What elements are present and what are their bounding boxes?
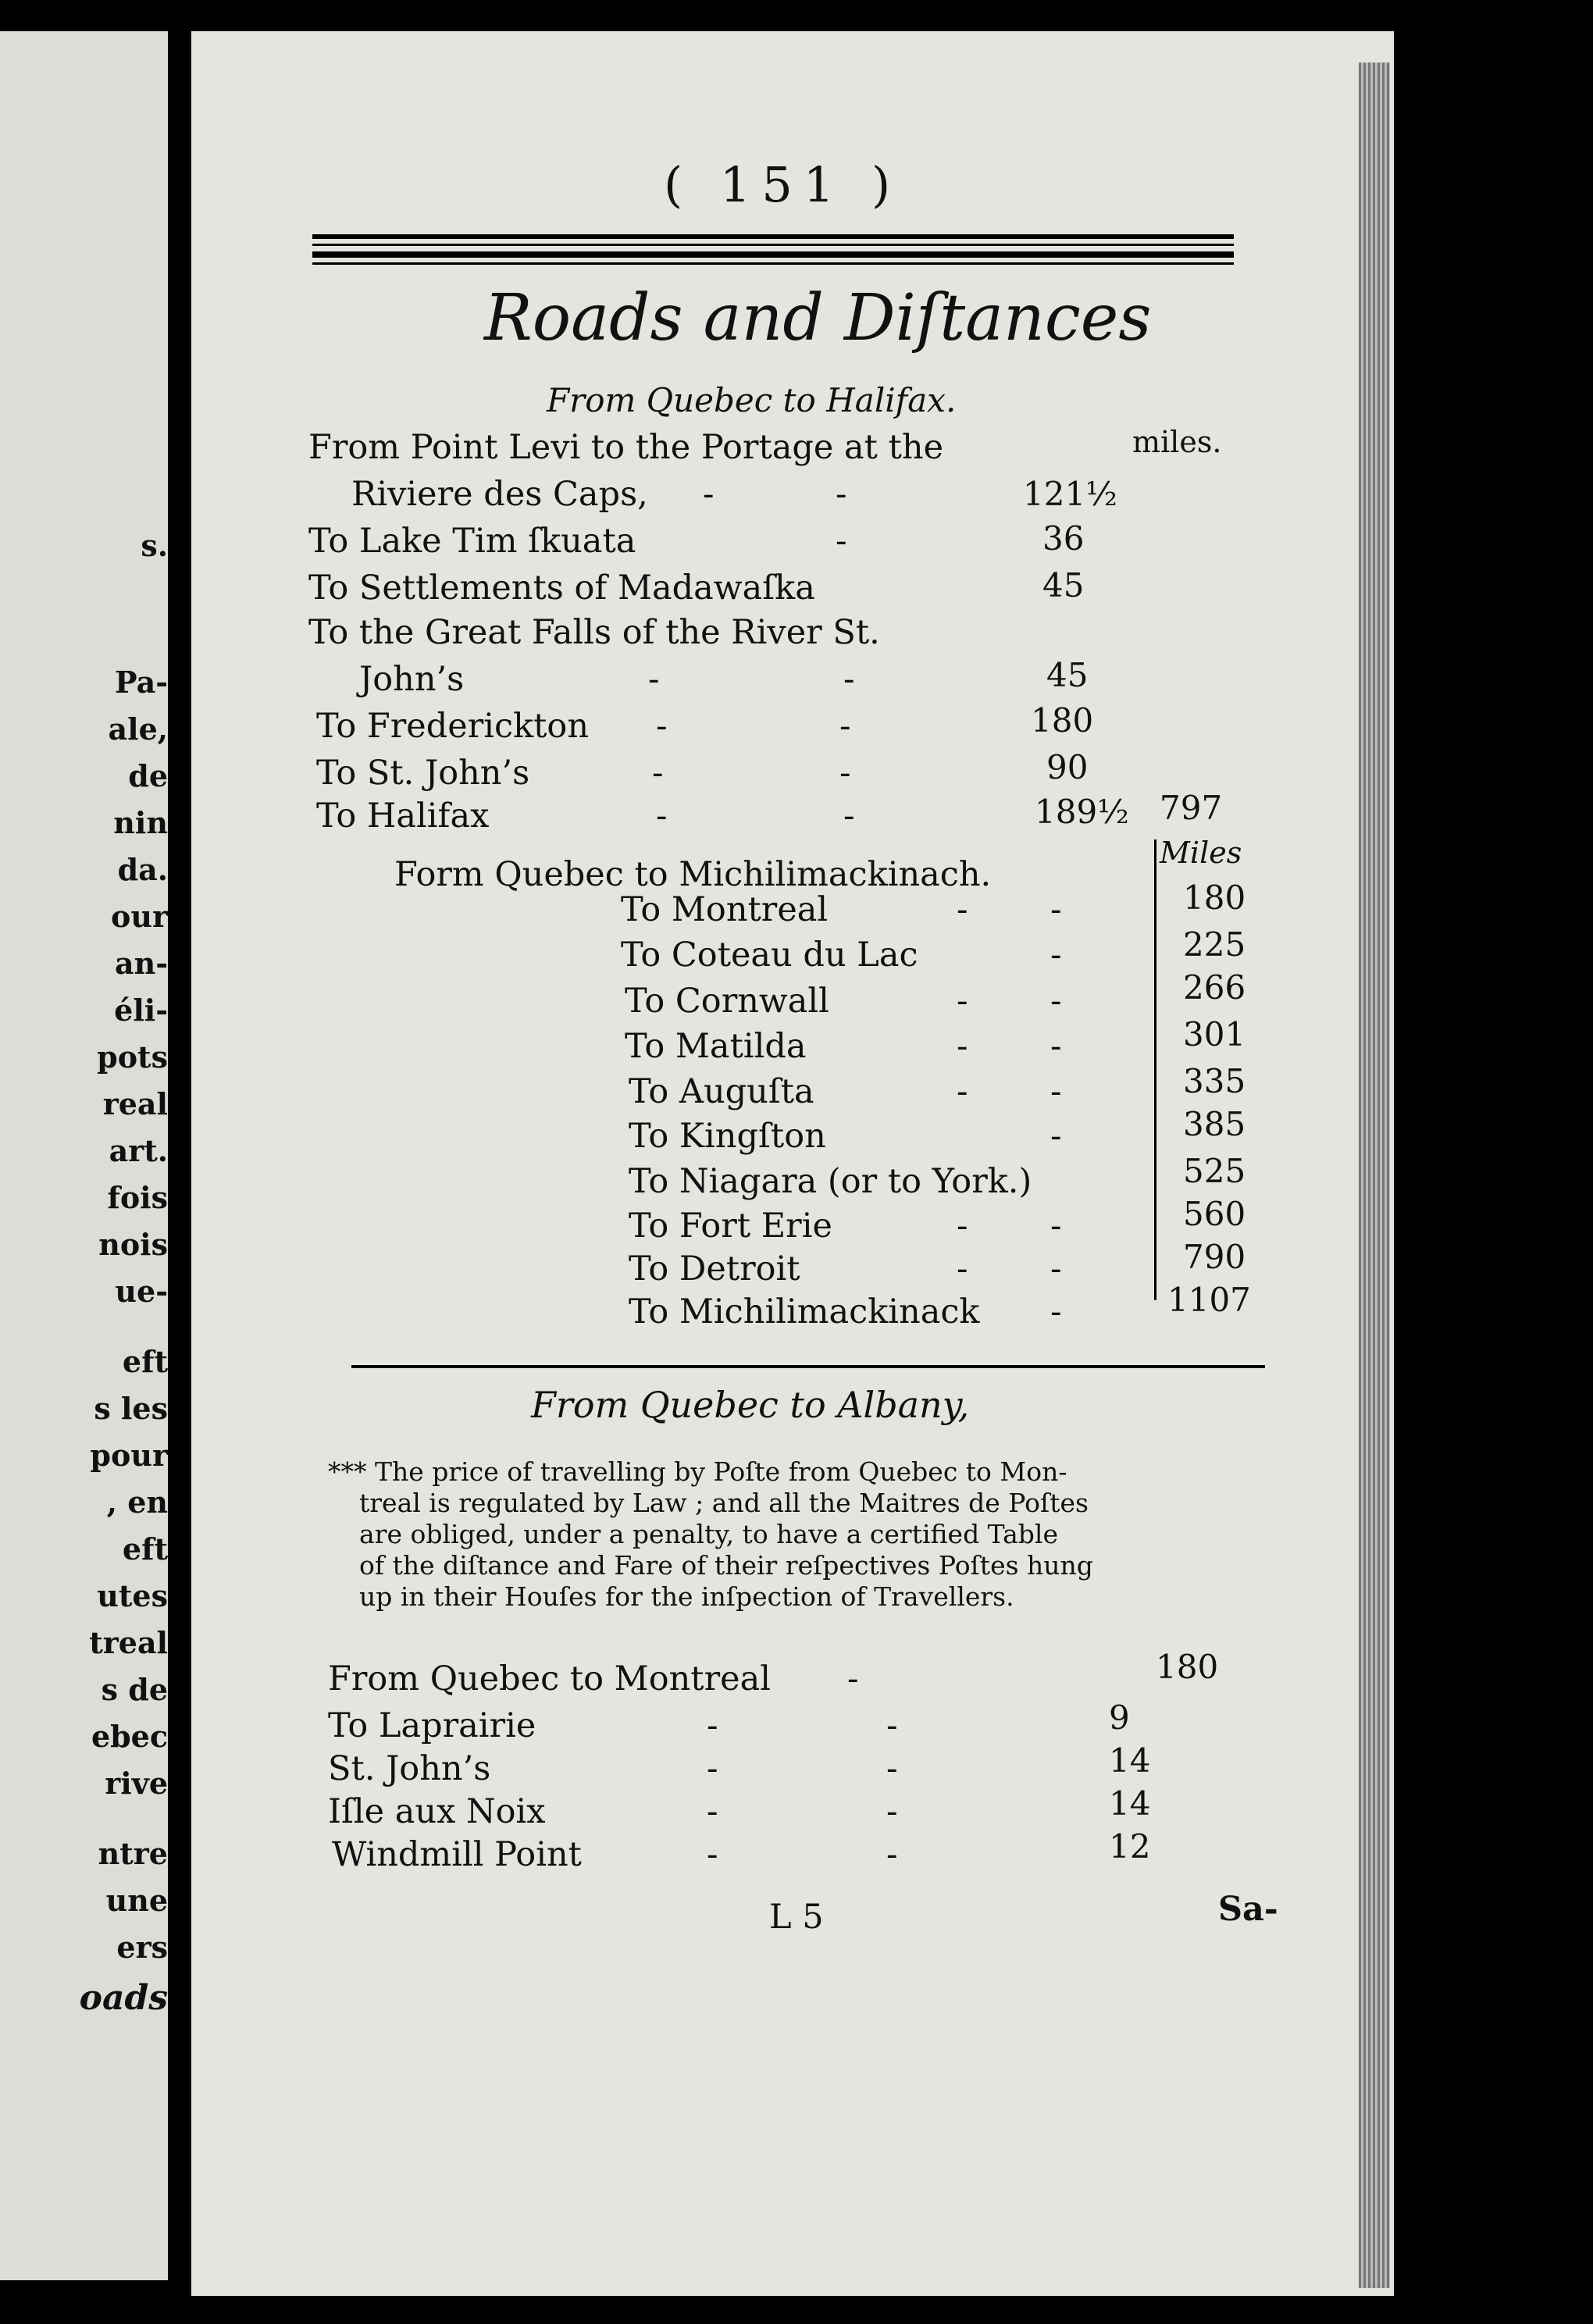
route-miles: 1107: [1167, 1281, 1251, 1319]
route-miles: 12: [1109, 1827, 1151, 1866]
previous-page-fragment: [0, 31, 168, 2280]
fragment-line: art.: [109, 1133, 168, 1168]
route-dash: -: [886, 1792, 898, 1831]
route-dash: -: [957, 1249, 968, 1289]
route-miles: 180: [1156, 1648, 1219, 1686]
route-dash: -: [707, 1706, 718, 1745]
route-place: To the Great Falls of the River St.: [308, 613, 880, 652]
route-place: Riviere des Caps,: [351, 475, 648, 514]
route-dash: -: [957, 1027, 968, 1066]
route-dash: -: [1050, 1207, 1062, 1246]
fragment-line: eft: [122, 1531, 168, 1567]
signature-mark: L 5: [769, 1898, 824, 1937]
route-dash: -: [843, 797, 855, 836]
route-place: John’s: [359, 660, 465, 699]
fragment-line: our: [111, 899, 168, 934]
route-place: To Michilimackinack: [629, 1292, 980, 1331]
fragment-line: une: [105, 1883, 168, 1918]
route-dash: -: [707, 1749, 718, 1788]
route-dash: -: [1050, 982, 1062, 1021]
fragment-line: rive: [105, 1766, 168, 1801]
route-dash: -: [656, 707, 668, 746]
route-dash: -: [1050, 1249, 1062, 1289]
page-title: Roads and Diſtances: [484, 281, 1152, 355]
route-place: To Laprairie: [328, 1706, 536, 1745]
route-miles: 385: [1183, 1105, 1246, 1143]
route-place: To Settlements of Madawaſka: [308, 569, 815, 608]
route-miles: 14: [1109, 1741, 1151, 1780]
route-dash: -: [839, 707, 851, 746]
route-dash: -: [1050, 1027, 1062, 1066]
fragment-line: ebec: [91, 1719, 168, 1754]
fragment-line: eft: [122, 1344, 168, 1379]
route-dash: -: [843, 660, 855, 699]
route-miles: 525: [1183, 1152, 1246, 1190]
route-place: To Niagara (or to York.): [629, 1162, 1032, 1201]
route-place: To Lake Tim ſkuata: [308, 522, 636, 561]
fragment-line: fois: [107, 1180, 168, 1215]
route-place: From Quebec to Montreal: [328, 1659, 771, 1698]
route-place: To Cornwall: [625, 982, 829, 1021]
route-miles: 45: [1046, 656, 1089, 694]
route-place: To Halifax: [316, 797, 490, 836]
route-dash: -: [707, 1792, 718, 1831]
fragment-line: treal: [89, 1625, 168, 1660]
fragment-line: s de: [101, 1672, 168, 1707]
note-line: treal is regulated by Law ; and all the Maitres de Poſtes: [359, 1488, 1089, 1518]
route-miles: 790: [1183, 1238, 1246, 1276]
route-place: To Fort Erie: [629, 1207, 832, 1246]
gutter: [176, 47, 187, 2280]
note-line: of the diſtance and Fare of their reſpectives Poſtes hung: [359, 1550, 1093, 1581]
route-dash: -: [839, 754, 851, 793]
route-dash: -: [886, 1835, 898, 1874]
route-miles: 9: [1109, 1698, 1130, 1737]
fragment-line: ntre: [98, 1836, 168, 1871]
fragment-line: Pa-: [115, 665, 168, 700]
fragment-line: éli-: [114, 993, 168, 1028]
note-line: up in their Houſes for the inſpection of Travellers.: [359, 1581, 1014, 1612]
route-dash: -: [957, 982, 968, 1021]
fragment-line: utes: [97, 1578, 168, 1613]
route-dash: -: [886, 1706, 898, 1745]
route-miles: 14: [1109, 1784, 1151, 1823]
fragment-line: ale,: [108, 711, 168, 747]
fragment-line: da.: [117, 852, 168, 887]
header-rule: [312, 262, 1234, 265]
route-dash: -: [847, 1659, 859, 1698]
route-place: To Coteau du Lac: [621, 936, 918, 975]
route-miles: 560: [1183, 1195, 1246, 1233]
route-place: To Frederickton: [316, 707, 590, 746]
route-dash: -: [1050, 1292, 1062, 1331]
section-rule: [351, 1365, 1265, 1368]
header-rule: [312, 244, 1234, 246]
fragment-line: oads: [79, 1978, 168, 2018]
route-miles: 225: [1183, 925, 1246, 964]
route-dash: -: [836, 522, 847, 561]
route-dash: -: [707, 1835, 718, 1874]
fragment-line: de: [128, 758, 168, 793]
page-number: ( 151 ): [664, 156, 902, 213]
route-place: Windmill Point: [332, 1835, 582, 1874]
route-miles: 36: [1042, 519, 1085, 558]
section-subtitle: From Quebec to Halifax.: [547, 381, 957, 419]
fragment-line: an-: [114, 946, 168, 981]
route-miles: 189½: [1035, 793, 1129, 831]
route-place: To Matilda: [625, 1027, 807, 1066]
route-dash: -: [656, 797, 668, 836]
route-miles: 180: [1031, 701, 1094, 740]
section-heading: Form Quebec to Michilimackinach.: [394, 855, 992, 894]
catchword: Sa-: [1218, 1890, 1278, 1929]
fragment-line: pour: [90, 1438, 168, 1473]
route-dash: -: [703, 475, 715, 514]
route-dash: -: [1050, 890, 1062, 929]
column-rule: [1154, 839, 1156, 1300]
fragment-line: , en: [106, 1485, 168, 1520]
route-dash: -: [1050, 1072, 1062, 1111]
route-place: St. John’s: [328, 1749, 491, 1788]
route-place: To Detroit: [629, 1249, 800, 1289]
route-place: Iſle aux Noix: [328, 1792, 546, 1831]
fragment-line: real: [102, 1086, 168, 1121]
route-dash: -: [836, 475, 847, 514]
header-rule: [312, 251, 1234, 258]
route-place: From Point Levi to the Portage at the: [308, 428, 944, 467]
unit-label: Miles: [1160, 836, 1242, 870]
fragment-line: nois: [98, 1227, 168, 1262]
route-place: To St. John’s: [316, 754, 530, 793]
section-subtitle: From Quebec to Albany,: [531, 1384, 970, 1426]
fragment-line: ue-: [115, 1274, 168, 1309]
route-place: To Kingſton: [629, 1117, 826, 1156]
header-rule: [312, 234, 1234, 239]
route-dash: -: [957, 1072, 968, 1111]
note-line: *** The price of travelling by Poſte from Quebec to Mon-: [328, 1456, 1067, 1487]
route-dash: -: [652, 754, 664, 793]
route-miles: 335: [1183, 1062, 1246, 1100]
route-miles: 180: [1183, 879, 1246, 917]
page-edge: [1359, 62, 1390, 2288]
route-total: 797: [1160, 789, 1223, 827]
fragment-line: s les: [94, 1391, 168, 1426]
route-miles: 301: [1183, 1015, 1246, 1053]
route-miles: 90: [1046, 748, 1089, 786]
route-dash: -: [957, 1207, 968, 1246]
route-dash: -: [886, 1749, 898, 1788]
fragment-line: s.: [141, 528, 168, 563]
route-dash: -: [648, 660, 660, 699]
route-miles: 266: [1183, 968, 1246, 1007]
route-miles: 121½: [1023, 475, 1117, 513]
route-place: To Montreal: [621, 890, 829, 929]
route-dash: -: [1050, 936, 1062, 975]
route-dash: -: [957, 890, 968, 929]
fragment-line: nin: [113, 805, 168, 840]
route-dash: -: [1050, 1117, 1062, 1156]
route-place: To Auguſta: [629, 1072, 814, 1111]
note-line: are obliged, under a penalty, to have a certified Table: [359, 1519, 1059, 1549]
unit-label: miles.: [1132, 425, 1222, 459]
fragment-line: pots: [97, 1039, 168, 1075]
fragment-line: ers: [116, 1930, 168, 1965]
route-miles: 45: [1042, 566, 1085, 604]
